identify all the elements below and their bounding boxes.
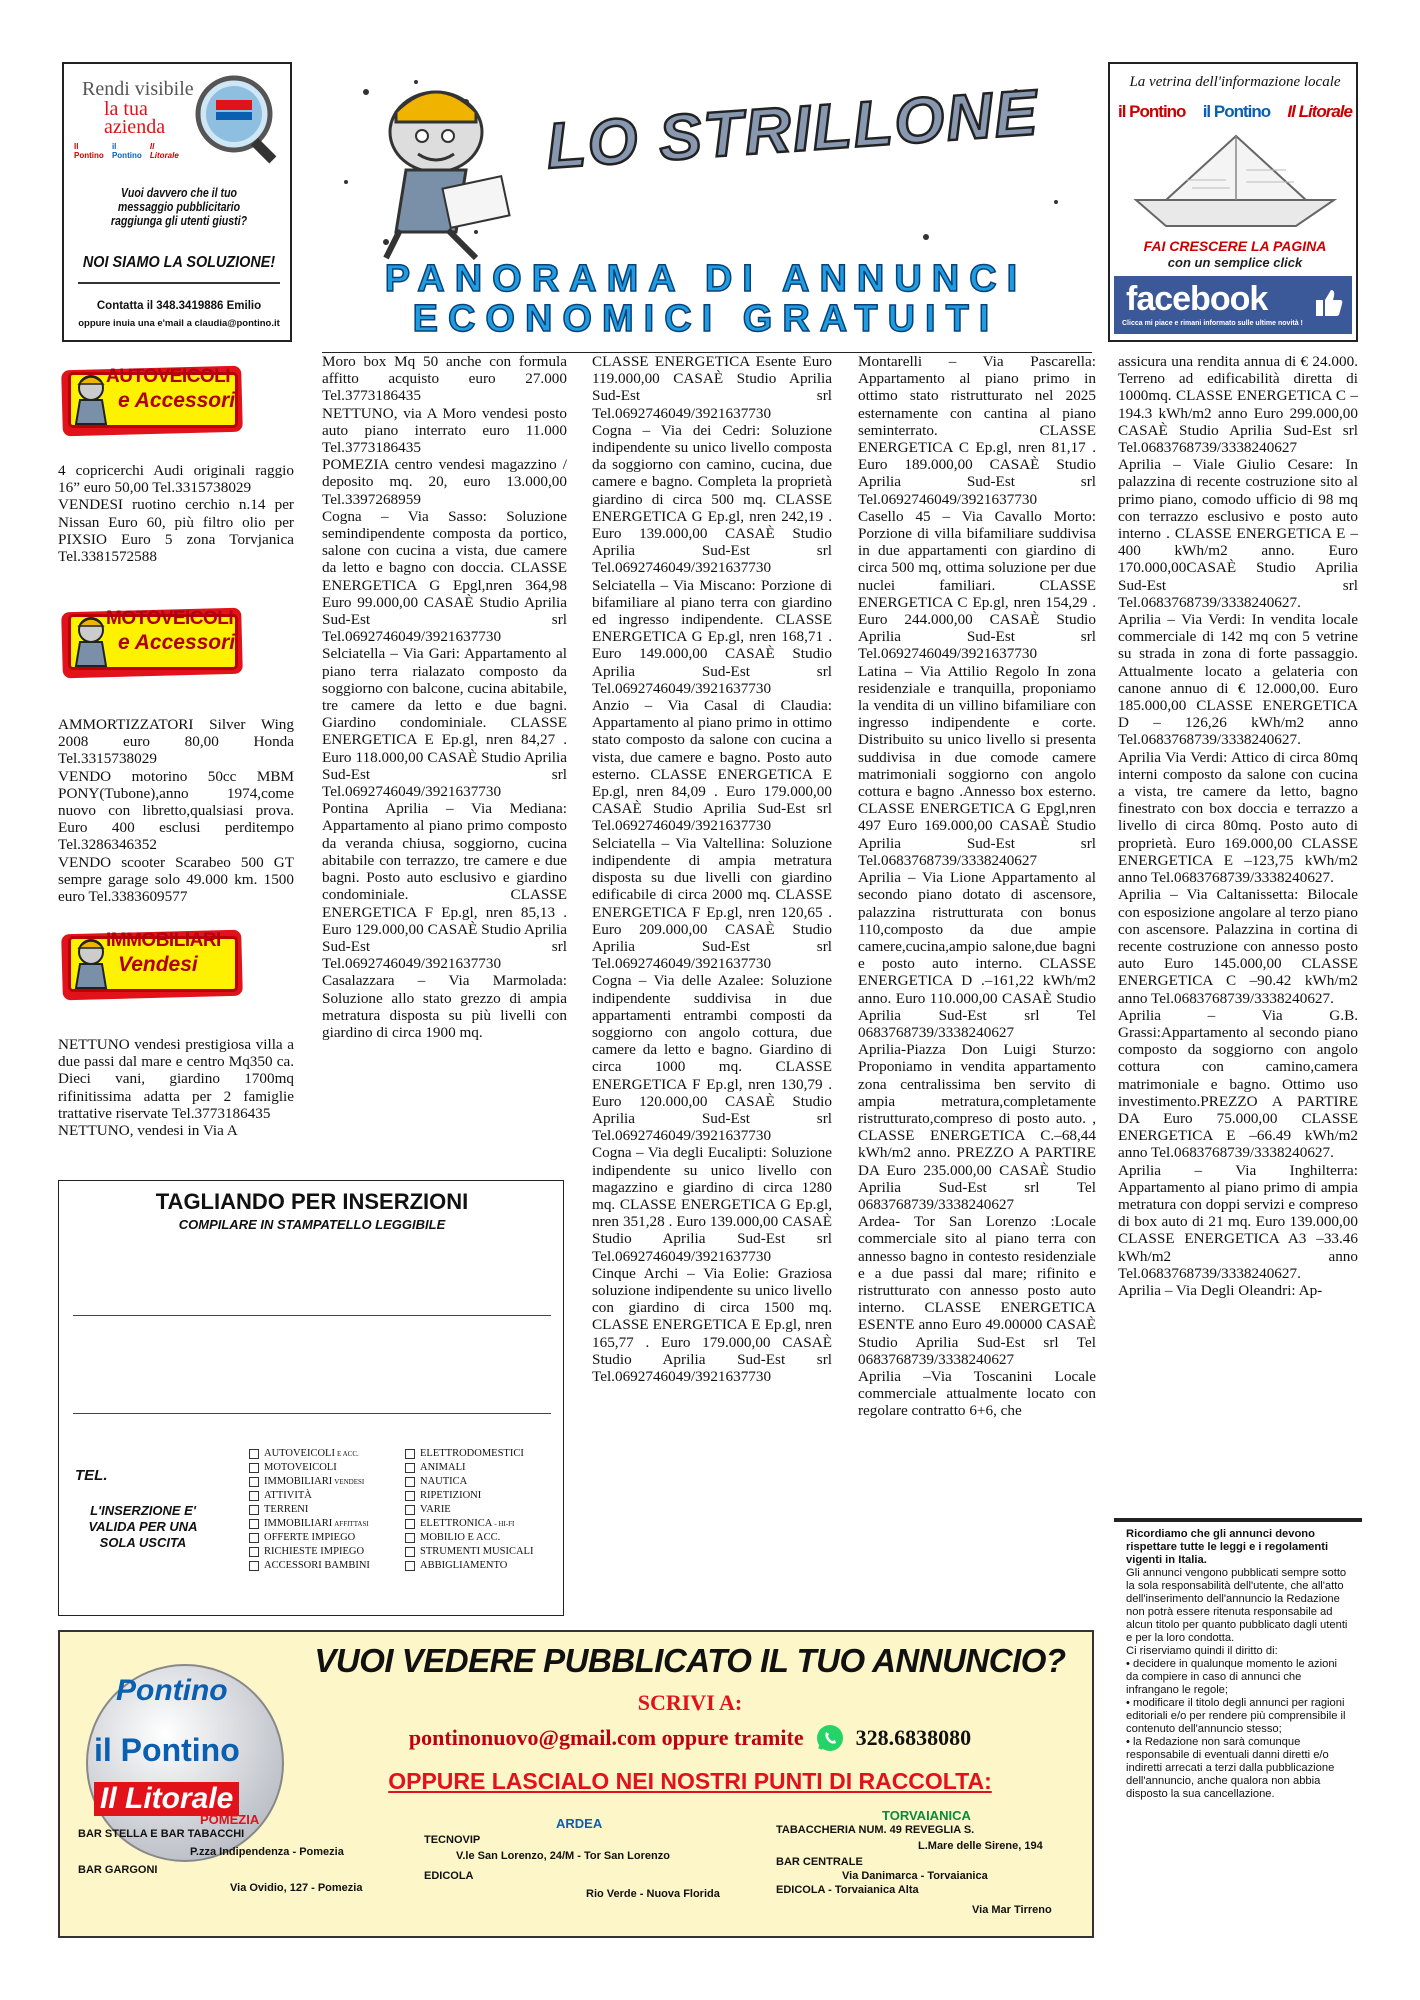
category-checkbox[interactable]: MOTOVEICOLI <box>249 1461 372 1475</box>
masthead-subtitle-2: ECONOMICI GRATUITI <box>412 298 1000 340</box>
listing-item: Aprilia – Via Verdi: In vendita locale commerciale di 142 mq con 5 vetrine su strada in zona di forte passaggio. Attualmente locato a gelateria con canone annuo di € 12.000,00. Euro 185.000,00 CLASSE ENERGETICA D – 126,26 kWh/m2 anno Tel.0683768739/3338240627. <box>1118 611 1358 749</box>
ad-contact: Contatta il 348.3419886 Emilio <box>96 300 262 312</box>
listing-item: Montarelli – Via Pascarella: Appartamento al piano primo in ottimo stato ristrutturato nel 2025 esternamente con cantina al piano seminterrato. CLASSE ENERGETICA C Ep.gl, nren 81,17 . Euro 189.000,00 CASAÈ Studio Aprilia Sud-Est srl Tel.0692746049/3921637730 <box>858 353 1096 508</box>
point-line: Rio Verde - Nuova Florida <box>586 1888 720 1900</box>
ball-brand-2: il Pontino <box>94 1732 240 1768</box>
point-pomezia <box>70 1810 410 1930</box>
ad-email: oppure inuia una e'mail a claudia@pontino.it <box>78 318 280 329</box>
ad-right-cta-2: con un semplice click <box>1167 255 1303 270</box>
ball-brand-3: Il Litorale <box>94 1782 239 1816</box>
point-ardea <box>416 1810 756 1930</box>
paper-boat-icon <box>1126 130 1344 230</box>
ad-headline-2: la tua <box>104 98 148 120</box>
section-subtitle: e Accessori <box>118 389 236 412</box>
listing-item: NETTUNO vendesi prestigiosa villa a due passi dal mare e centro Mq350 ca. Dieci vani, giardino 1700mq rifinitissima adatta per 2 famiglie trattative riservate Tel.3773186435 <box>58 1036 294 1122</box>
category-checkbox[interactable]: ELETTRONICA - HI-FI <box>405 1517 535 1531</box>
point-torvaianica <box>772 1808 1090 1930</box>
category-checkbox[interactable]: TERRENI <box>249 1503 372 1517</box>
listing-item: Casello 45 – Via Cavallo Morto: Porzione di villa bifamiliare suddivisa in due appartamenti con giardino di circa 500 mq, ottima soluzione per due nuclei familiari. CLASSE ENERGETICA C Ep.gl, nren 154,29 . Euro 244.000,00 CASAÈ Studio Aprilia Sud-Est srl Tel.0692746049/3921637730 <box>858 507 1096 663</box>
listing-item: NETTUNO, via A Moro vendesi posto auto piano interrato euro 11.000 Tel.3773186435 <box>322 404 567 457</box>
brand-litorale: Il Litorale <box>1287 102 1352 121</box>
point-title: POMEZIA <box>200 1812 260 1827</box>
listing-item: Aprilia-Piazza Don Luigi Sturzo: Proponiamo in vendita appartamento zona centralissima ben servito di ampia metratura,completamente ristrutturato,compreso di posto auto. , CLASSE ENERGETICA C.–68,44 kWh/m2 anno. PREZZO A PARTIRE DA Euro 235.000,00 CASAÈ Studio Aprilia Sud-Est srl Tel 0683768739/3338240627 <box>858 1041 1096 1213</box>
listing-item: NETTUNO, vendesi in Via A <box>58 1122 238 1140</box>
magnifier-icon <box>186 68 286 168</box>
listing-item: Aprilia –Via Toscanini Locale commerciale attualmente locato con regolare contratto 6+6, che <box>858 1367 1096 1420</box>
listing-item: Aprilia – Viale Giulio Cesare: In palazzina di recente costruzione sito al primo piano, comodo ufficio di 98 mq con terrazzo esclusivo e posto auto interno . CLASSE ENERGETICA E – 400 kWh/m2 anno. Euro 170.000,00CASAÈ Studio Aprilia Sud-Est srl Tel.0683768739/3338240627. <box>1118 456 1358 611</box>
masthead-subtitle-1: PANORAMA DI ANNUNCI <box>384 258 1028 300</box>
section-subtitle: e Accessori <box>118 631 236 654</box>
listing-item: Cogna – Via dei Cedri: Soluzione indipendente su unico livello composta da soggiorno con camino, cucina, due camere e bagno. Completa la proprietà giardino di circa 500 mq. CLASSE ENERGETICA G Ep.gl, nren 242,19 . Euro 139.000,00 CASAÈ Studio Aprilia Sud-Est srl Tel.0692746049/3921637730 <box>592 421 832 577</box>
point-line: TABACCHERIA NUM. 49 REVEGLIA S. <box>776 1824 975 1836</box>
ad-right-headline: La vetrina dell'informazione locale <box>1129 74 1341 90</box>
rules-notice-bullet: • decidere in qualunque momento le azioni da compiere in caso di annunci che infrangano le regole; <box>1126 1658 1338 1696</box>
ad-question: Vuoi davvero che il tuo messaggio pubblicitario raggiunga gli utenti giusti? <box>110 186 248 228</box>
column-2 <box>322 353 567 1041</box>
listing-item: Selciatella – Via Gari: Appartamento al piano terra rialazato composto da soggiorno con balcone, cucina abitabile, tre camere da letto e due bagni. Giardino condominiale. CLASSE ENERGETICA E Ep.gl, nren 84,27 . Euro 118.000,00 CASAÈ Studio Aprilia Sud-Est srl Tel.0692746049/3921637730 <box>322 645 567 801</box>
listing-item: Aprilia – Via Inghilterra: Appartamento al piano primo di ampia metratura con doppi servizi e compreso di box auto di 21 mq. Euro 139.000,00 CLASSE ENERGETICA A3 –33.46 kWh/m2 anno Tel.0683768739/3338240627. <box>1118 1161 1358 1282</box>
coupon-categories-col2 <box>405 1447 535 1573</box>
category-checkbox[interactable]: RIPETIZIONI <box>405 1489 535 1503</box>
listing-item: Pontina Aprilia – Via Mediana: Appartamento al piano primo composto da veranda chiusa, soggiorno, cucina abitabile con terrazzo, tre camere e due bagni. Posto auto esclusivo e giardino condominiale. CLASSE ENERGETICA F Ep.gl, nren 85,13 . Euro 129.000,00 CASAÈ Studio Aprilia Sud-Est srl Tel.0692746049/3921637730 <box>322 800 567 973</box>
brand-pontino-2: il Pontino <box>111 142 142 160</box>
category-checkbox[interactable]: ACCESSORI BAMBINI <box>249 1559 372 1573</box>
rules-notice-text: Ci riserviamo quindi il diritto di: <box>1126 1645 1278 1657</box>
point-line: Via Ovidio, 127 - Pomezia <box>230 1882 363 1894</box>
category-checkbox[interactable]: VARIE <box>405 1503 535 1517</box>
listing-item: Cogna – Via degli Eucalipti: Soluzione indipendente su unico livello con magazzino e giardino di circa 1280 mq. CLASSE ENERGETICA G Ep.gl, nren 351,28 . Euro 139.000,00 CASAÈ Studio Aprilia Sud-Est srl Tel.0692746049/3921637730 <box>592 1144 832 1265</box>
rules-notice-bullet: • modificare il titolo degli annunci per ragioni editoriali e/o per rendere più comprensibile il contenuto dell'annuncio stesso; <box>1126 1697 1346 1735</box>
whatsapp-icon <box>816 1724 844 1752</box>
category-checkbox[interactable]: AUTOVEICOLI E ACC. <box>249 1447 372 1461</box>
category-checkbox[interactable]: ANIMALI <box>405 1461 535 1475</box>
column-1-moto <box>58 716 294 905</box>
masthead-logo <box>326 62 1086 262</box>
point-line: EDICOLA <box>424 1870 474 1882</box>
listing-item: Casalazzara – Via Marmolada: Soluzione allo stato grezzo di ampia metratura disposta su più livelli con giardino di circa 1900 mq. <box>322 972 567 1041</box>
listing-item: Selciatella – Via Miscano: Porzione di bifamiliare al piano terra con giardino ed ingresso indipendente. CLASSE ENERGETICA G Ep.gl, nren 168,71 . Euro 149.000,00 CASAÈ Studio Aprilia Sud-Est srl Tel.0692746049/3921637730 <box>592 576 832 697</box>
listing-item: Ardea- Tor San Lorenzo :Locale commerciale sito al piano terra con annesso bagno in contesto residenziale e a due passi dal mare; rifinito e ristrutturato con annesso posto auto interno. CLASSE ENERGETICA ESENTE anno Euro 49.00000 CASAÈ Studio Aprilia Sud-Est srl Tel 0683768739/3338240627 <box>858 1213 1096 1368</box>
category-checkbox[interactable]: ATTIVITÀ <box>249 1489 372 1503</box>
listing-item: Aprilia – Via Lione Appartamento al secondo piano dotato di ascensore, palazzina ristrutturata con bonus 110,composto da due ampie camere,cucina,ampio salone,due bagni e posto auto interno. CLASSE ENERGETICA D .–161,22 kWh/m2 anno. Euro 110.000,00 CASAÈ Studio Aprilia Sud-Est srl Tel 0683768739/3338240627 <box>858 869 1096 1041</box>
point-line: BAR STELLA E BAR TABACCHI <box>78 1828 245 1840</box>
coupon-tel-label: TEL. <box>75 1467 108 1484</box>
coupon-validity: L'INSERZIONE E' VALIDA PER UNA SOLA USCITA <box>88 1503 198 1550</box>
listing-item: Cinque Archi – Via Eolie: Graziosa soluzione indipendente su unico livello con giardino di circa 1500 mq. CLASSE ENERGETICA E Ep.gl, nren 165,77 . Euro 179.000,00 CASAÈ Studio Aprilia Sud-Est srl Tel.0692746049/3921637730 <box>592 1264 832 1385</box>
column-1-auto <box>58 462 294 565</box>
listing-item: POMEZIA centro vendesi magazzino / deposito mq. 20, euro 13.000,00 Tel.3397268959 <box>322 456 567 508</box>
listing-item: Selciatella – Via Valtellina: Soluzione indipendente di ampia metratura disposta su due livelli con giardino edificabile di circa 2000 mq. CLASSE ENERGETICA F Ep.gl, nren 120,65 . Euro 209.000,00 CASAÈ Studio Aprilia Sud-Est srl Tel.0692746049/3921637730 <box>592 834 832 973</box>
column-4 <box>858 353 1096 1420</box>
listing-item: Aprilia Via Verdi: Attico di circa 80mq interni composto da salone con cucina a vista, tre camere da letto, bagno finestrato con box doccia e terrazzo a livello di circa 80mq. Posto auto di proprietà. Euro 169.000,00 CLASSE ENERGETICA E –123,75 kWh/m2 anno Tel.0683768739/3338240627. <box>1118 748 1358 887</box>
section-header-autoveicoli <box>56 362 246 440</box>
brand-pontino: il Pontino <box>1118 102 1186 121</box>
ad-solution: NOI SIAMO LA SOLUZIONE! <box>82 254 276 271</box>
ad-left-visibility[interactable] <box>62 62 292 342</box>
section-header-immobiliari <box>56 926 246 1004</box>
point-line: TECNOVIP <box>424 1834 481 1846</box>
listing-item: Aprilia – Via G.B. Grassi:Appartamento al secondo piano composto da soggiorno con angolo cottura con camino,camera matrimoniale e bagno. Ottimo uso investimento.PREZZO A PARTIRE DA Euro 75.000,00 CLASSE ENERGETICA E –66.49 kWh/m2 anno Tel.0683768739/3338240627. <box>1118 1006 1358 1162</box>
facebook-logo: facebook <box>1126 280 1268 318</box>
listing-item: VENDO motorino 50cc MBM PONY(Tubone),anno 1974,come nuovo con libretto,qualsiasi prova. Euro 400 esclusi perditempo Tel.3286346352 <box>58 767 294 854</box>
listing-item: Aprilia – Via Caltanissetta: Bilocale con esposizione angolare al terzo piano con ascensore. Palazzina in cortina di recente costruzione con annesso posto auto Euro 145.000,00 CLASSE ENERGETICA C –90.42 kWh/m2 anno Tel.0683768739/3338240627. <box>1118 886 1358 1007</box>
thumbs-up-icon <box>1314 288 1344 318</box>
listing-item: Latina – Via Attilio Regolo In zona residenziale e tranquilla, proponiamo la vendita di un villino bifamiliare con ingresso indipendente e corte. Distribuito su unico livello si presenta suddivisa in due comode camere matrimoniali soggiorno con angolo cottura e bagno .Annesso box esterno. CLASSE ENERGETICA G Epgl,nren 497 Euro 169.000,00 CASAÈ Studio Aprilia Sud-Est srl Tel.0683768739/3338240627 <box>858 662 1096 869</box>
point-line: Via Danimarca - Torvaianica <box>842 1870 988 1882</box>
ad-headline-3: azienda <box>104 116 166 138</box>
column-5 <box>1118 353 1358 1299</box>
listing-item: VENDESI ruotino cerchio n.14 per Nissan Euro 60, più filtro olio per PIXSIO Euro 5 zona Torvjanica Tel.3381572588 <box>58 496 294 566</box>
facebook-banner[interactable] <box>1114 276 1352 334</box>
rules-notice-text: Gli annunci vengono pubblicati sempre sotto la sola responsabilità dell'utente, che all'atto dell'inserimento dell'annuncio la Redazione non potrà essere ritenuta responsabile ad alcun titolo per quanto pubblicato dagli utenti e per la loro condotta. <box>1126 1567 1348 1644</box>
section-subtitle: Vendesi <box>118 953 198 976</box>
listing-item: Cogna – Via delle Azalee: Soluzione indipendente suddivisa in due appartamenti entrambi composti da soggiorno con angolo cottura, due camere da letto e bagno. Giardino di circa 1000 mq. CLASSE ENERGETICA F Ep.gl, nren 130,79 . Euro 120.000,00 CASAÈ Studio Aprilia Sud-Est srl Tel.0692746049/3921637730 <box>592 972 832 1145</box>
listing-item: VENDO scooter Scarabeo 500 GT sempre garage solo 49.000 km. 1500 euro Tel.3383609577 <box>58 853 294 906</box>
bottom-ad-raccolta: OPPURE LASCIALO NEI NOSTRI PUNTI DI RACCOLTA: <box>388 1768 992 1794</box>
coupon-title: TAGLIANDO PER INSERZIONI <box>155 1189 469 1214</box>
listing-item: Cogna – Via Sasso: Soluzione semindipendente composta da portico, salone con cucina a vista, due camere da letto e bagno con doccia. CLASSE ENERGETICA G Epgl,nren 364,98 Euro 99.000,00 CASAÈ Studio Aprilia Sud-Est srl Tel.0692746049/3921637730 <box>322 507 567 646</box>
bottom-ad-email[interactable]: pontinonuovo@gmail.com oppure tramite <box>408 1725 804 1750</box>
listing-item: Anzio – Via Casal di Claudia: Appartamento al piano primo in ottimo stato composto da salone con cucina a vista, due camere e bagno. Posto auto esterno. CLASSE ENERGETICA E Ep.gl, nren 84,09 . Euro 179.000,00 CASAÈ Studio Aprilia Sud-Est srl Tel.0692746049/3921637730 <box>592 697 832 835</box>
category-checkbox[interactable]: MOBILIO E ACC. <box>405 1531 535 1545</box>
brand-pontino-2: il Pontino <box>1202 102 1271 121</box>
section-title: IMMOBILIARI <box>106 930 221 951</box>
masthead-title: LO STRILLONE <box>544 75 1042 183</box>
coupon-categories-col1 <box>249 1447 372 1573</box>
category-checkbox[interactable]: OFFERTE IMPIEGO <box>249 1531 372 1545</box>
category-checkbox[interactable]: STRUMENTI MUSICALI <box>405 1545 535 1559</box>
category-checkbox[interactable]: RICHIESTE IMPIEGO <box>249 1545 372 1559</box>
brand-pontino: Il Pontino <box>74 142 104 160</box>
coupon-subtitle: COMPILARE IN STAMPATELLO LEGGIBILE <box>178 1217 446 1232</box>
listing-item: Moro box Mq 50 anche con formula affitto acquisto euro 27.000 Tel.3773186435 <box>322 353 567 405</box>
point-line: BAR GARGONI <box>78 1864 158 1876</box>
listing-item: AMMORTIZZATORI Silver Wing 2008 euro 80,00 Honda Tel.3315738029 <box>58 716 294 768</box>
coupon-write-line[interactable] <box>73 1413 551 1414</box>
rules-notice-bullet: • la Redazione non sarà comunque responsabile di eventuali danni diretti e/o indiretti arrecati a terzi dalla pubblicazione dell'annuncio, anche qualora non abbia disposto la sua cancellazione. <box>1126 1736 1335 1800</box>
section-title: MOTOVEICOLI <box>106 608 234 629</box>
coupon-write-line[interactable] <box>73 1315 551 1316</box>
rules-notice <box>1114 1518 1362 1938</box>
facebook-small-text: Clicca mi piace e rimani informato sulle ultime novità ! <box>1122 320 1303 327</box>
category-checkbox[interactable]: ELETTRODOMESTICI <box>405 1447 535 1461</box>
rules-notice-bold: Ricordiamo che gli annunci devono rispettare tutte le leggi e i regolamenti vigenti in Italia. <box>1126 1528 1329 1566</box>
bottom-ad-scrivi: SCRIVI A: <box>637 1690 743 1715</box>
listing-item: Aprilia – Via Degli Oleandri: Ap- <box>1118 1281 1323 1299</box>
section-header-motoveicoli <box>56 604 246 682</box>
listing-item: 4 copricerchi Audi originali raggio 16” euro 50,00 Tel.3315738029 <box>58 462 294 497</box>
point-line: P.zza Indipendenza - Pomezia <box>190 1846 344 1858</box>
category-checkbox[interactable]: IMMOBILIARI AFFITTASI <box>249 1517 372 1531</box>
point-line: EDICOLA - Torvaianica Alta <box>776 1884 919 1896</box>
point-line: BAR CENTRALE <box>776 1856 863 1868</box>
section-title: AUTOVEICOLI <box>106 366 230 387</box>
listing-item: CLASSE ENERGETICA Esente Euro 119.000,00 CASAÈ Studio Aprilia Sud-Est srl Tel.0692746049/3921637730 <box>592 353 832 422</box>
ball-brand-1: Pontino <box>116 1674 228 1707</box>
ad-right-brands <box>1118 102 1352 122</box>
ad-brand-strip <box>74 142 184 160</box>
point-title: ARDEA <box>556 1816 603 1831</box>
column-1-immo <box>58 1036 294 1139</box>
ad-right-facebook[interactable] <box>1108 62 1358 342</box>
category-checkbox[interactable]: ABBIGLIAMENTO <box>405 1559 535 1573</box>
listing-item: assicura una rendita annua di € 24.000. Terreno ad edificabilità diretta di 1000mq. CLASSE ENERGETICA C –194.3 kWh/m2 anno Euro 299.000,00 CASAÈ Studio Aprilia Sud-Est srl Tel.0683768739/3338240627 <box>1118 353 1358 457</box>
bottom-ad-publish[interactable] <box>58 1630 1094 1938</box>
bottom-ad-contacts <box>300 1724 1080 1752</box>
ad-divider <box>78 282 280 284</box>
bottom-ad-headline: VUOI VEDERE PUBBLICATO IL TUO ANNUNCIO? <box>314 1642 1066 1679</box>
bottom-ad-phone[interactable]: 328.6838080 <box>855 1725 972 1750</box>
point-line: V.le San Lorenzo, 24/M - Tor San Lorenzo <box>456 1850 670 1862</box>
point-line: L.Mare delle Sirene, 194 <box>918 1840 1043 1852</box>
ad-headline-1: Rendi visibile <box>82 78 194 100</box>
point-title: TORVAIANICA <box>882 1808 971 1823</box>
ad-right-cta-1: FAI CRESCERE LA PAGINA <box>1143 238 1327 254</box>
category-checkbox[interactable]: NAUTICA <box>405 1475 535 1489</box>
column-3 <box>592 353 832 1385</box>
brand-litorale: Il Litorale <box>149 142 179 160</box>
point-line: Via Mar Tirreno <box>972 1904 1052 1916</box>
category-checkbox[interactable]: IMMOBILIARI VENDESI <box>249 1475 372 1489</box>
insertion-coupon <box>58 1180 564 1616</box>
